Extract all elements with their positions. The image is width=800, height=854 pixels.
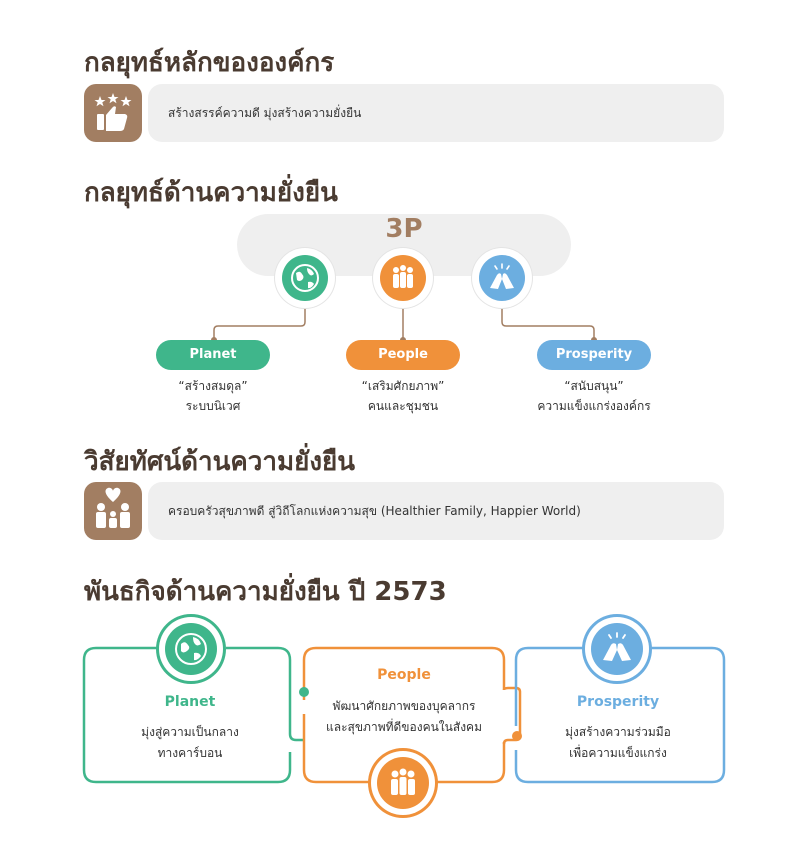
planet-caption-line2: ระบบนิเวศ xyxy=(185,399,241,413)
planet-pill: Planet xyxy=(156,340,270,370)
section-heading-corporate-strategy: กลยุทธ์หลักขององค์กร xyxy=(84,48,335,78)
people-pill: People xyxy=(346,340,460,370)
planet-caption-line1: “สร้างสมดุล” xyxy=(178,379,248,393)
mission-people-title: People xyxy=(377,667,431,683)
globe-icon xyxy=(165,623,217,675)
section-heading-sustainability-vision: วิสัยทัศน์ด้านความยั่งยืน xyxy=(84,447,356,477)
mission-people-line1: พัฒนาศักยภาพของบุคลากร xyxy=(332,699,476,713)
mission-prosperity-text xyxy=(528,722,708,764)
three-p-title: 3P xyxy=(385,214,423,244)
people-caption-line2: คนและชุมชน xyxy=(367,399,439,413)
prosperity-pill: Prosperity xyxy=(537,340,651,370)
mission-planet-line1: มุ่งสู่ความเป็นกลาง xyxy=(141,725,239,739)
mission-people-line2: และสุขภาพที่ดีของคนในสังคม xyxy=(325,720,482,734)
vision-text: ครอบครัวสุขภาพดี สู่วิถีโลกแห่งความสุข (Healthier Family, Happier World) xyxy=(148,482,724,540)
mission-planet-circle xyxy=(159,617,223,681)
mission-prosperity-title: Prosperity xyxy=(576,694,660,710)
prosperity-caption-line1: “สนับสนุน” xyxy=(564,379,624,393)
mission-prosperity-line2: เพื่อความแข็งแกร่ง xyxy=(569,746,667,760)
high-five-icon xyxy=(591,623,643,675)
mission-prosperity-line1: มุ่งสร้างความร่วมมือ xyxy=(565,725,671,739)
mission-prosperity-circle xyxy=(585,617,649,681)
section-heading-sustainability-mission: พันธกิจด้านความยั่งยืน ปี 2573 xyxy=(84,577,447,607)
mission-people-text xyxy=(310,696,498,738)
mission-people-circle xyxy=(371,751,435,815)
people-group-icon xyxy=(377,757,429,809)
mission-planet-title: Planet xyxy=(164,694,216,710)
mission-planet-line2: ทางคาร์บอน xyxy=(157,746,223,760)
people-caption-line1: “เสริมศักยภาพ” xyxy=(361,379,445,393)
prosperity-caption-line2: ความแข็งแกร่งองค์กร xyxy=(537,399,651,413)
section-heading-sustainability-strategy: กลยุทธ์ด้านความยั่งยืน xyxy=(84,178,338,208)
corporate-strategy-text: สร้างสรรค์ความดี มุ่งสร้างความยั่งยืน xyxy=(148,84,724,142)
mission-planet-text xyxy=(100,722,280,764)
